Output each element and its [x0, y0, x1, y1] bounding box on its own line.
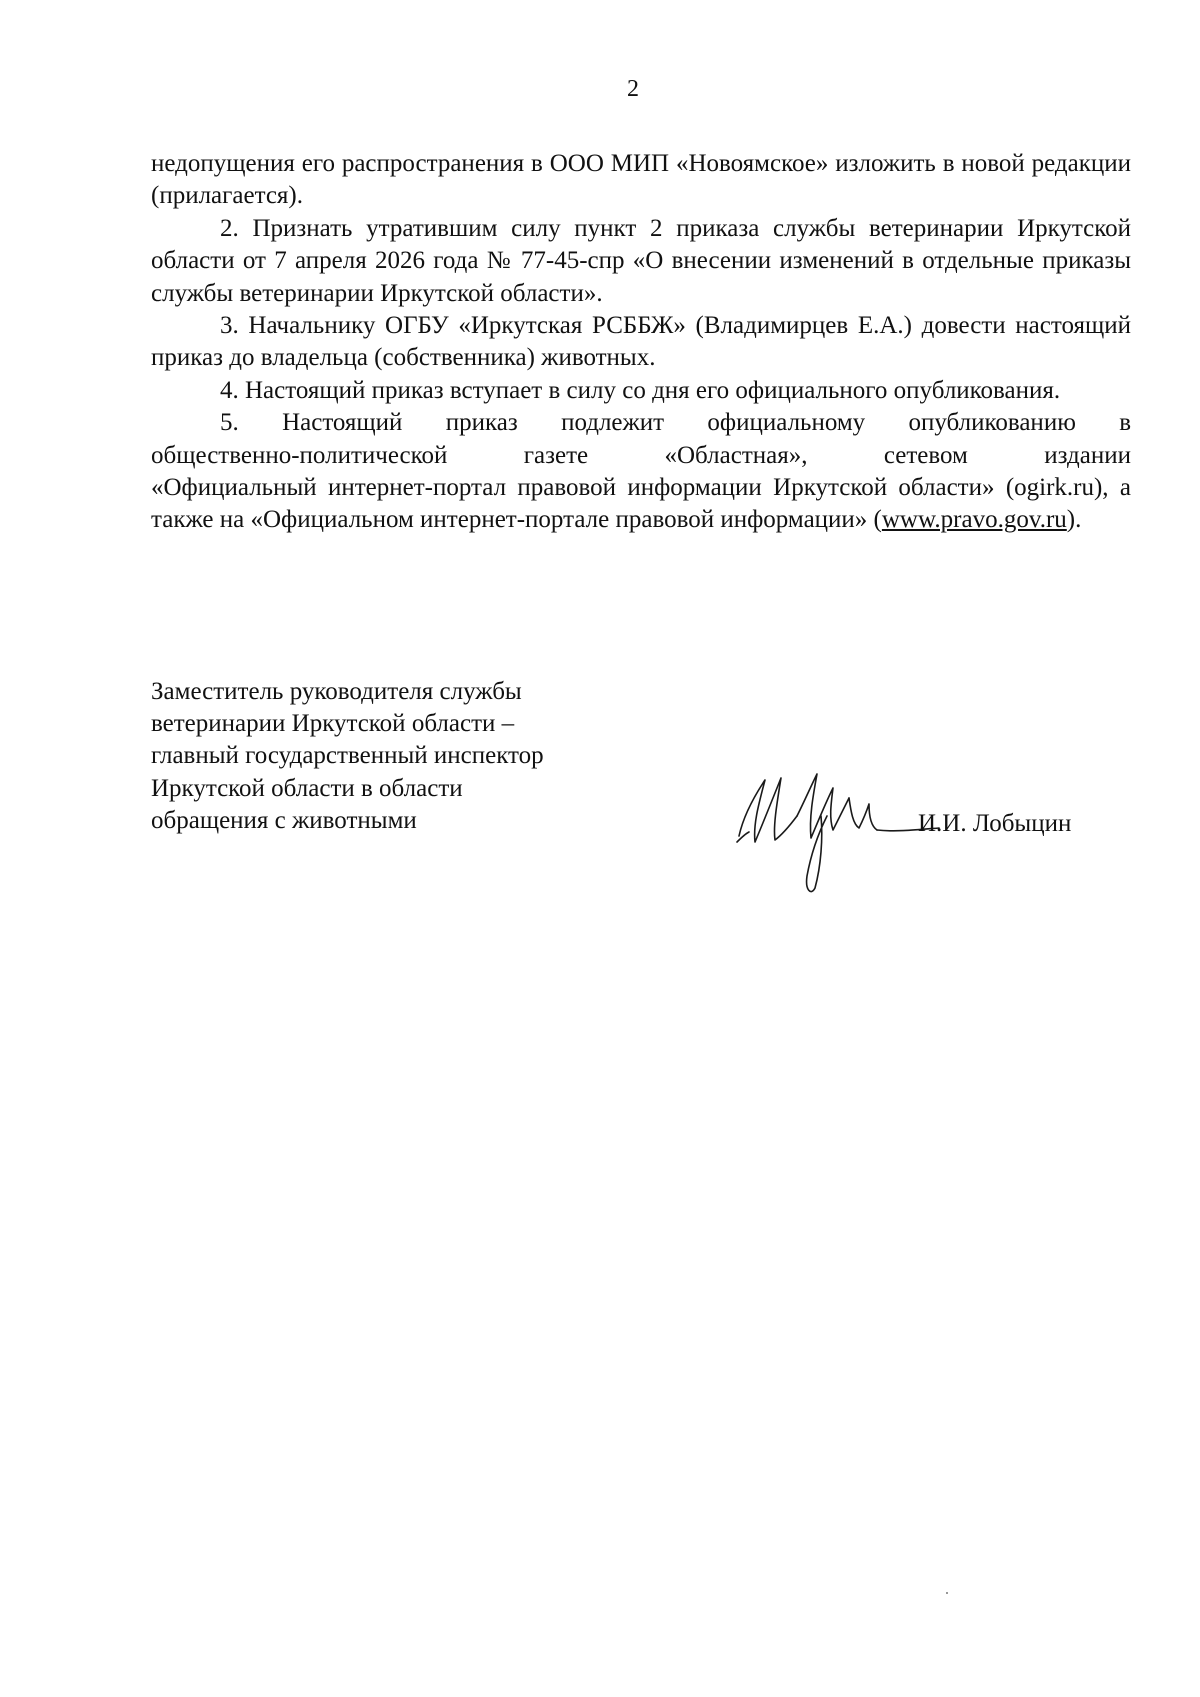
signer-title-line: обращения с животными — [151, 806, 417, 834]
pravo-gov-link[interactable]: www.pravo.gov.ru — [881, 506, 1067, 534]
document-body — [151, 148, 1131, 537]
handwritten-signature — [735, 758, 940, 898]
signer-title-line: ветеринарии Иркутской области – — [151, 710, 515, 738]
signer-title-line: Иркутской области в области — [151, 774, 463, 802]
paragraph-continuation: недопущения его распространения в ООО МИП «Новоямское» изложить в новой редакции (прилагается). — [151, 150, 1131, 210]
paragraph-item-2: 2. Признать утратившим силу пункт 2 приказа службы ветеринарии Иркутской области от 7 апреля 2026 года № 77-45-спр «О внесении изменений в отдельные приказы службы ветеринарии Иркутской области». — [151, 214, 1131, 307]
paragraph-item-5-text: «Официальный интернет-портал правовой информации Иркутской области» (ogirk.ru), а также на «Официальном интернет-портале правовой информации» ( — [151, 474, 1131, 534]
signer-title — [151, 676, 671, 837]
scan-artifact — [946, 1592, 948, 1594]
paragraph-item-5-end: ). — [1066, 506, 1082, 534]
page-number: 2 — [627, 76, 639, 102]
paragraph-item-5-rest — [151, 472, 1131, 537]
signer-title-line: главный государственный инспектор — [151, 742, 544, 770]
signer-name: И.И. Лобыцин — [918, 810, 1072, 837]
paragraph-item-5-line-1: 5. Настоящий приказ подлежит официальному опубликованию в — [220, 409, 1131, 437]
paragraph-item-3: 3. Начальнику ОГБУ «Иркутская РСББЖ» (Владимирцев Е.А.) довести настоящий приказ до владельца (собственника) животных. — [151, 312, 1131, 372]
paragraph-item-5-line-2: общественно-политической газете «Областная», сетевом издании — [151, 441, 1131, 469]
paragraph-item-4: 4. Настоящий приказ вступает в силу со дня его официального опубликования. — [220, 376, 1061, 404]
signer-title-line: Заместитель руководителя службы — [151, 678, 522, 705]
